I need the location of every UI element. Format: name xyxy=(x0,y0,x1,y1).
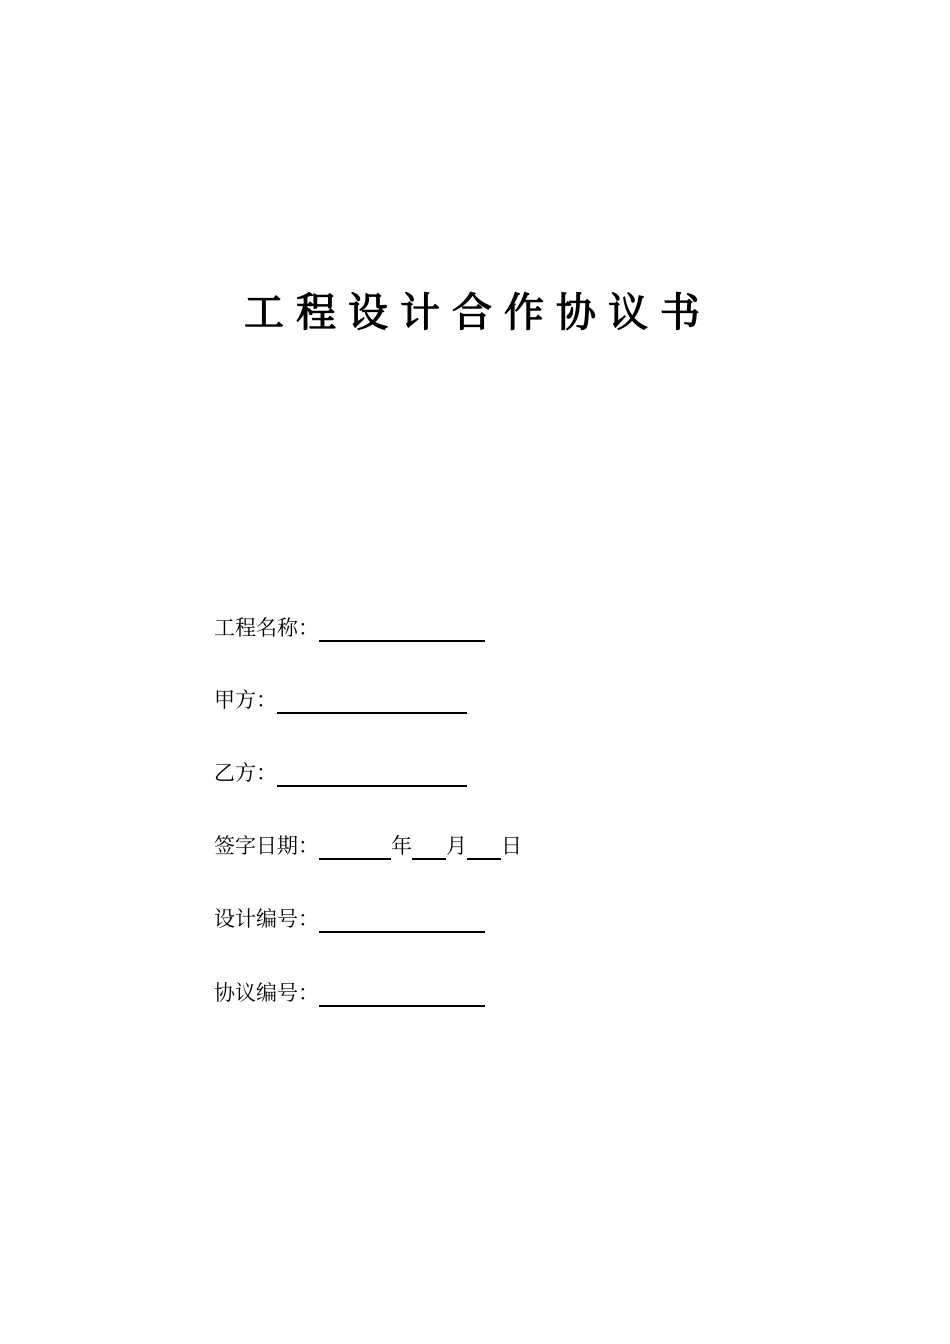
project-name-blank[interactable] xyxy=(319,614,485,642)
design-number-label: 设计编号： xyxy=(214,907,319,931)
sign-date-day-unit: 日 xyxy=(501,834,522,858)
agreement-number-label: 协议编号： xyxy=(214,981,319,1005)
project-name-field xyxy=(214,612,485,644)
sign-date-year-unit: 年 xyxy=(391,834,412,858)
document-title: 工程设计合作协议书 xyxy=(244,290,712,336)
sign-date-year-blank[interactable] xyxy=(319,832,391,860)
party-b-blank[interactable] xyxy=(277,759,467,787)
sign-date-label: 签字日期： xyxy=(214,834,319,858)
party-a-field xyxy=(214,684,467,716)
party-b-field xyxy=(214,757,467,789)
sign-date-month-blank[interactable] xyxy=(412,832,446,860)
agreement-number-field xyxy=(214,977,485,1009)
design-number-blank[interactable] xyxy=(319,905,485,933)
design-number-field xyxy=(214,903,485,935)
agreement-number-blank[interactable] xyxy=(319,979,485,1007)
sign-date-month-unit: 月 xyxy=(446,834,467,858)
party-b-label: 乙方： xyxy=(214,761,277,785)
project-name-label: 工程名称： xyxy=(214,616,319,640)
party-a-blank[interactable] xyxy=(277,686,467,714)
sign-date-day-blank[interactable] xyxy=(467,832,501,860)
party-a-label: 甲方： xyxy=(214,688,277,712)
sign-date-field xyxy=(214,830,522,862)
